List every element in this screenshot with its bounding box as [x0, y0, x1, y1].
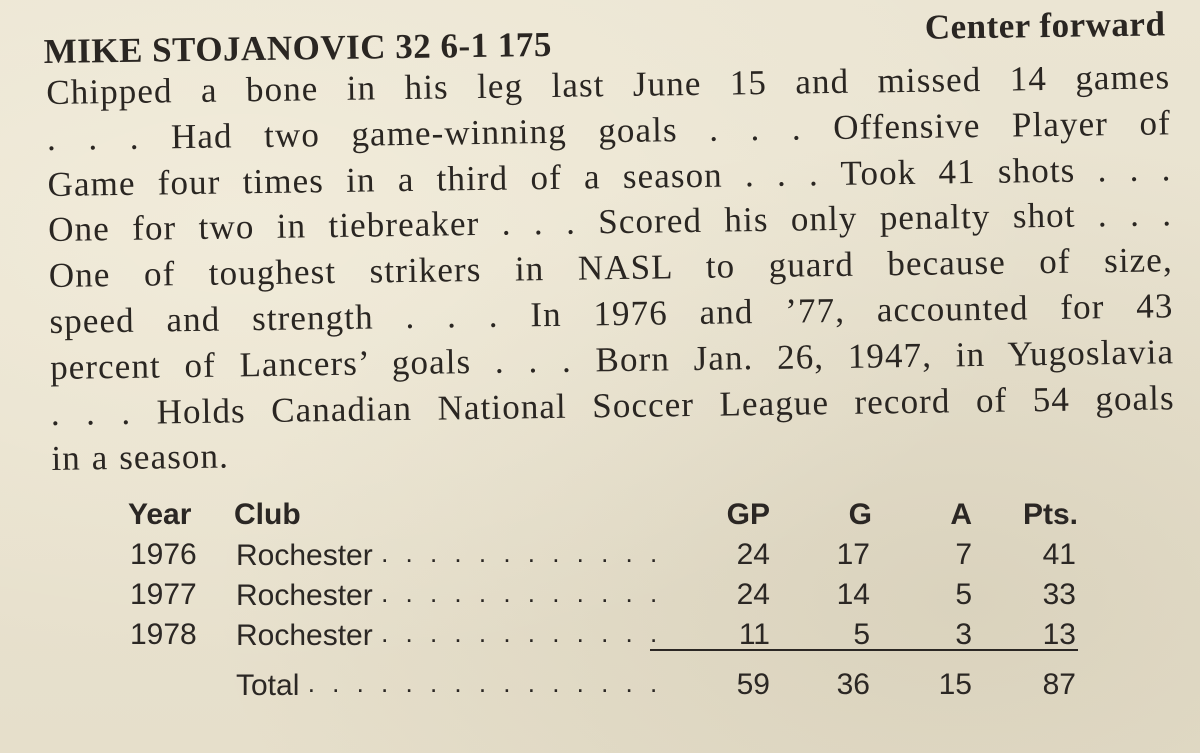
stats-table	[128, 496, 1088, 716]
row-a: 5	[955, 578, 972, 611]
header-a: A	[950, 498, 972, 531]
bio-line: . . . Holds Canadian National Soccer League record of 54 goals	[50, 377, 1175, 433]
row-year: 1976	[130, 538, 197, 571]
total-pts: 87	[1042, 668, 1076, 701]
row-club-name: Rochester	[236, 579, 373, 612]
player-position: Center forward	[924, 4, 1166, 47]
row-gp: 24	[736, 538, 770, 571]
dot-leader: . . . . . . . . . . . .	[381, 618, 663, 648]
header-year: Year	[128, 498, 192, 531]
dot-leader: . . . . . . . . . . . .	[381, 538, 663, 568]
header-g: G	[848, 498, 872, 531]
row-pts: 41	[1042, 538, 1076, 571]
bio-line: speed and strength . . . In 1976 and ’77, accounted for 43	[49, 286, 1174, 341]
row-club	[236, 578, 662, 613]
dot-leader: . . . . . . . . . . . . . . .	[307, 668, 663, 698]
total-gp: 59	[736, 668, 770, 701]
player-bio	[46, 54, 1176, 482]
row-year: 1978	[130, 618, 197, 651]
row-gp: 24	[736, 578, 770, 611]
total-label-text: Total	[236, 669, 300, 702]
row-g: 14	[836, 578, 870, 611]
total-divider	[650, 649, 1078, 651]
row-club-name: Rochester	[236, 619, 373, 652]
bio-line: One of toughest strikers in NASL to guard because of size,	[48, 240, 1174, 296]
bio-line: in a season.	[51, 436, 230, 479]
row-a: 3	[955, 618, 972, 651]
bio-line: Chipped a bone in his leg last June 15 and missed 14 games	[46, 57, 1171, 112]
total-label	[236, 668, 662, 703]
row-year: 1977	[130, 578, 197, 611]
header-pts: Pts.	[1022, 498, 1078, 531]
row-g: 17	[836, 538, 870, 571]
row-club-name: Rochester	[236, 539, 373, 572]
row-club	[236, 538, 662, 573]
row-pts: 33	[1042, 578, 1076, 611]
dot-leader: . . . . . . . . . . . .	[381, 578, 663, 608]
row-club	[236, 618, 662, 653]
player-name-line: MIKE STOJANOVIC 32 6-1 175	[43, 24, 553, 72]
bio-line: Game four times in a third of a season . . . Took 41 shots . . .	[47, 148, 1172, 204]
total-g: 36	[836, 668, 870, 701]
row-g: 5	[853, 618, 870, 651]
bio-line: . . . Had two game-winning goals . . . Offensive Player of	[46, 103, 1172, 158]
row-a: 7	[955, 538, 972, 571]
row-gp: 11	[738, 618, 770, 651]
bio-line: percent of Lancers’ goals . . . Born Jan. 26, 1947, in Yugoslavia	[49, 332, 1175, 387]
total-a: 15	[938, 668, 972, 701]
header-gp: GP	[726, 498, 770, 531]
bio-line: One for two in tiebreaker . . . Scored his only penalty shot . . .	[47, 194, 1173, 250]
row-pts: 13	[1042, 618, 1076, 651]
header-club: Club	[234, 498, 301, 531]
